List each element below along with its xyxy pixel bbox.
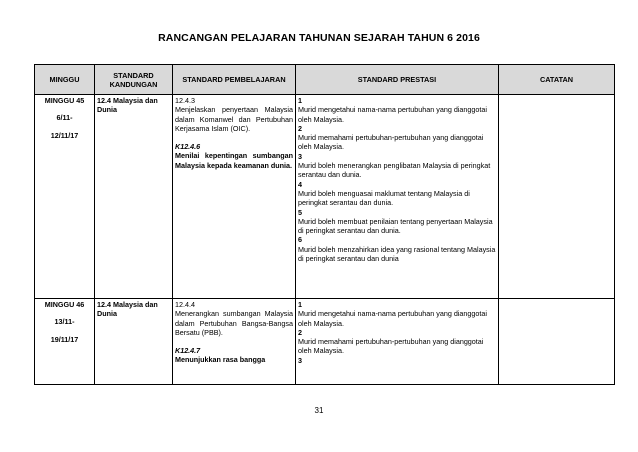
prestasi-cell [296,95,499,299]
kandungan-cell: 12.4 Malaysia dan Dunia [95,95,173,299]
prestasi-level: 3 [298,151,302,161]
prestasi-level: 1 [298,300,302,309]
prestasi-level: 3 [298,355,302,365]
prestasi-text: Murid boleh menzahirkan idea yang rasional tentang Malaysia di peringkat serantau dan dunia [298,244,496,264]
header-catatan: CATATAN [499,65,615,95]
prestasi-level: 2 [298,327,302,337]
pembelajaran-cell [173,95,296,299]
learning-code: K12.4.7 [175,346,201,356]
week-cell [35,95,95,299]
header-standard-prestasi: STANDARD PRESTASI [296,65,499,95]
prestasi-level: 1 [298,96,302,105]
prestasi-text: Murid mengetahui nama-nama pertubuhan yang dianggotai oleh Malaysia. [298,309,487,328]
kandungan-cell: 12.4 Malaysia dan Dunia [95,299,173,385]
header-standard-kandungan: STANDARD KANDUNGAN [95,65,173,95]
pembelajaran-desc: Menerangkan sumbangan Malaysia dalam Pertubuhan Bangsa-Bangsa Bersatu (PBB). [175,309,293,337]
week-date-end: 19/11/17 [50,334,79,344]
header-standard-pembelajaran: STANDARD PEMBELAJARAN [173,65,296,95]
prestasi-text: Murid memahami pertubuhan-pertubuhan yang dianggotai oleh Malaysia. [298,337,484,356]
prestasi-level: 6 [298,235,302,245]
prestasi-text: Murid boleh menguasai maklumat tentang Malaysia di peringkat serantau dan dunia. [298,188,470,208]
table-row [35,95,615,299]
pembelajaran-desc: Menjelaskan penyertaan Malaysia dalam Komanwel dan Pertubuhan Kerjasama Islam (OIC). [175,105,293,133]
prestasi-level: 5 [298,207,302,217]
learning-code: K12.4.6 [175,142,201,152]
table-row [35,299,615,385]
catatan-cell [499,95,615,299]
table-header-row [35,65,615,95]
pembelajaran-code: 12.4.4 [175,300,195,309]
prestasi-cell [296,299,499,385]
prestasi-text: Murid boleh membuat penilaian tentang penyertaan Malaysia di peringkat serantau dan dunia. [298,216,493,236]
week-cell [35,299,95,385]
prestasi-level: 2 [298,123,302,133]
week-date-start: 6/11- [56,113,73,123]
week-label: MINGGU 45 [44,96,85,105]
page-number: 31 [314,406,324,415]
document-title: RANCANGAN PELAJARAN TAHUNAN SEJARAH TAHUN 6 2016 [158,32,480,44]
pembelajaran-code: 12.4.3 [175,96,195,105]
pembelajaran-cell [173,299,296,385]
week-label: MINGGU 46 [44,300,85,309]
catatan-cell [499,299,615,385]
week-date-start: 13/11- [54,317,75,327]
week-date-end: 12/11/17 [50,130,79,140]
prestasi-text: Murid boleh menerangkan penglibatan Malaysia di peringkat serantau dan dunia. [298,161,491,180]
spacer [175,337,293,346]
prestasi-level: 4 [298,179,302,189]
header-minggu: MINGGU [35,65,95,95]
prestasi-text: Murid memahami pertubuhan-pertubuhan yang dianggotai oleh Malaysia. [298,133,484,152]
prestasi-text: Murid mengetahui nama-nama pertubuhan yang dianggotai oleh Malaysia. [298,105,487,124]
learning-desc: Menilai kepentingan sumbangan Malaysia kepada keamanan dunia. [175,151,293,170]
lesson-plan-table [34,64,615,385]
learning-desc: Menunjukkan rasa bangga [175,355,266,365]
spacer [175,133,293,142]
